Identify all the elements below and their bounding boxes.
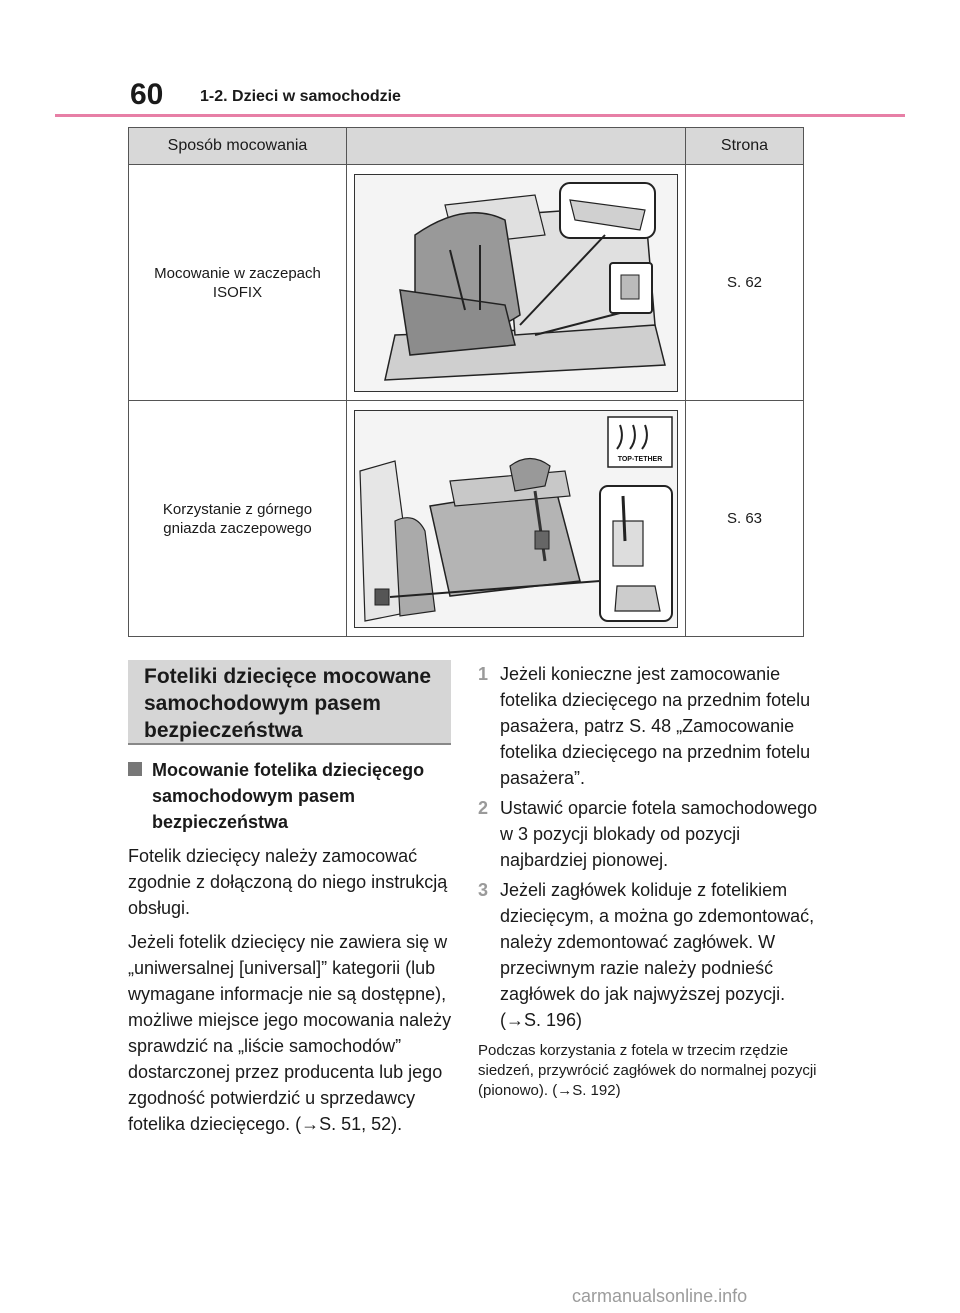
column-header-method: Sposób mocowania [129, 128, 347, 165]
table-cell-illustration [347, 165, 686, 401]
table-cell-page: S. 63 [686, 401, 804, 637]
table-cell-method [129, 165, 347, 401]
method-label: Mocowanie w zaczepach ISOFIX [154, 264, 321, 301]
method-label: Korzystanie z górnego gniazda zaczepowego [162, 500, 313, 537]
right-column [478, 661, 823, 1101]
step-text: Ustawić oparcie fotela samochodowego w 3 pozycji blokady od pozycji najbardziej pionowej. [500, 798, 818, 870]
table-cell-method [129, 401, 347, 637]
paragraph: Jeżeli fotelik dziecięcy nie zawiera się w „uniwersalnej [universal]” kategorii (lub wymagane informacje nie są dostępne), możliwe miejsce jego mocowania należy sprawdzić na „liście samochodów” dostarczonej przez producenta lub jego zgodność potwierdzić u sprzedawcy fotelika dziecięcego. (→S. 51, 52). [128, 932, 452, 1134]
step-item [478, 877, 823, 1033]
step-item [478, 795, 823, 873]
square-bullet-icon [128, 762, 142, 776]
column-header-illustration [347, 128, 686, 165]
table-cell-illustration [347, 401, 686, 637]
step-number: 2 [478, 798, 489, 818]
subheading-text: Mocowanie fotelika dziecięcego samochodowym pasem bezpieczeństwa [152, 760, 425, 832]
page-number: 60 [130, 78, 164, 111]
table-header-row [129, 128, 804, 165]
watermark: carmanualsonline.info [572, 1286, 748, 1306]
isofix-illustration [354, 174, 678, 392]
top-tether-label: TOP-TETHER [617, 455, 663, 463]
column-header-page: Strona [686, 128, 804, 165]
step-text: Jeżeli konieczne jest zamocowanie fotelika dziecięcego na przednim fotelu pasażera, patrz S. 48 „Zamocowanie fotelika dziecięcego na przednim fotelu pasażera”. [500, 664, 811, 788]
step-item [478, 661, 823, 791]
step-number: 3 [478, 880, 489, 900]
header-rule [55, 114, 905, 117]
table-row [129, 165, 804, 401]
top-tether-illustration [354, 410, 678, 628]
page-header-title: 1-2. Dzieci w samochodzie [200, 88, 401, 105]
left-column [128, 757, 458, 1145]
note-text: Podczas korzystania z fotela w trzecim rzędzie siedzeń, przywrócić zagłówek do normalnej pozycji (pionowo). (→S. 192) [478, 1042, 817, 1099]
subheading [128, 757, 458, 835]
step-number: 1 [478, 664, 489, 684]
paragraph: Fotelik dziecięcy należy zamocować zgodnie z dołączoną do niego instrukcją obsługi. [128, 846, 448, 918]
mounting-table [128, 127, 804, 637]
table-row [129, 401, 804, 637]
section-heading: Foteliki dziecięce mocowane samochodowym pasem bezpieczeństwa [128, 660, 451, 745]
table-cell-page: S. 62 [686, 165, 804, 401]
step-text: Jeżeli zagłówek koliduje z fotelikiem dziecięcym, a można go zdemontować, należy zdemontować zagłówek. W przeciwnym razie należy podnieść zagłówek do jak najwyższej pozycji. (→S. 196) [500, 880, 815, 1030]
